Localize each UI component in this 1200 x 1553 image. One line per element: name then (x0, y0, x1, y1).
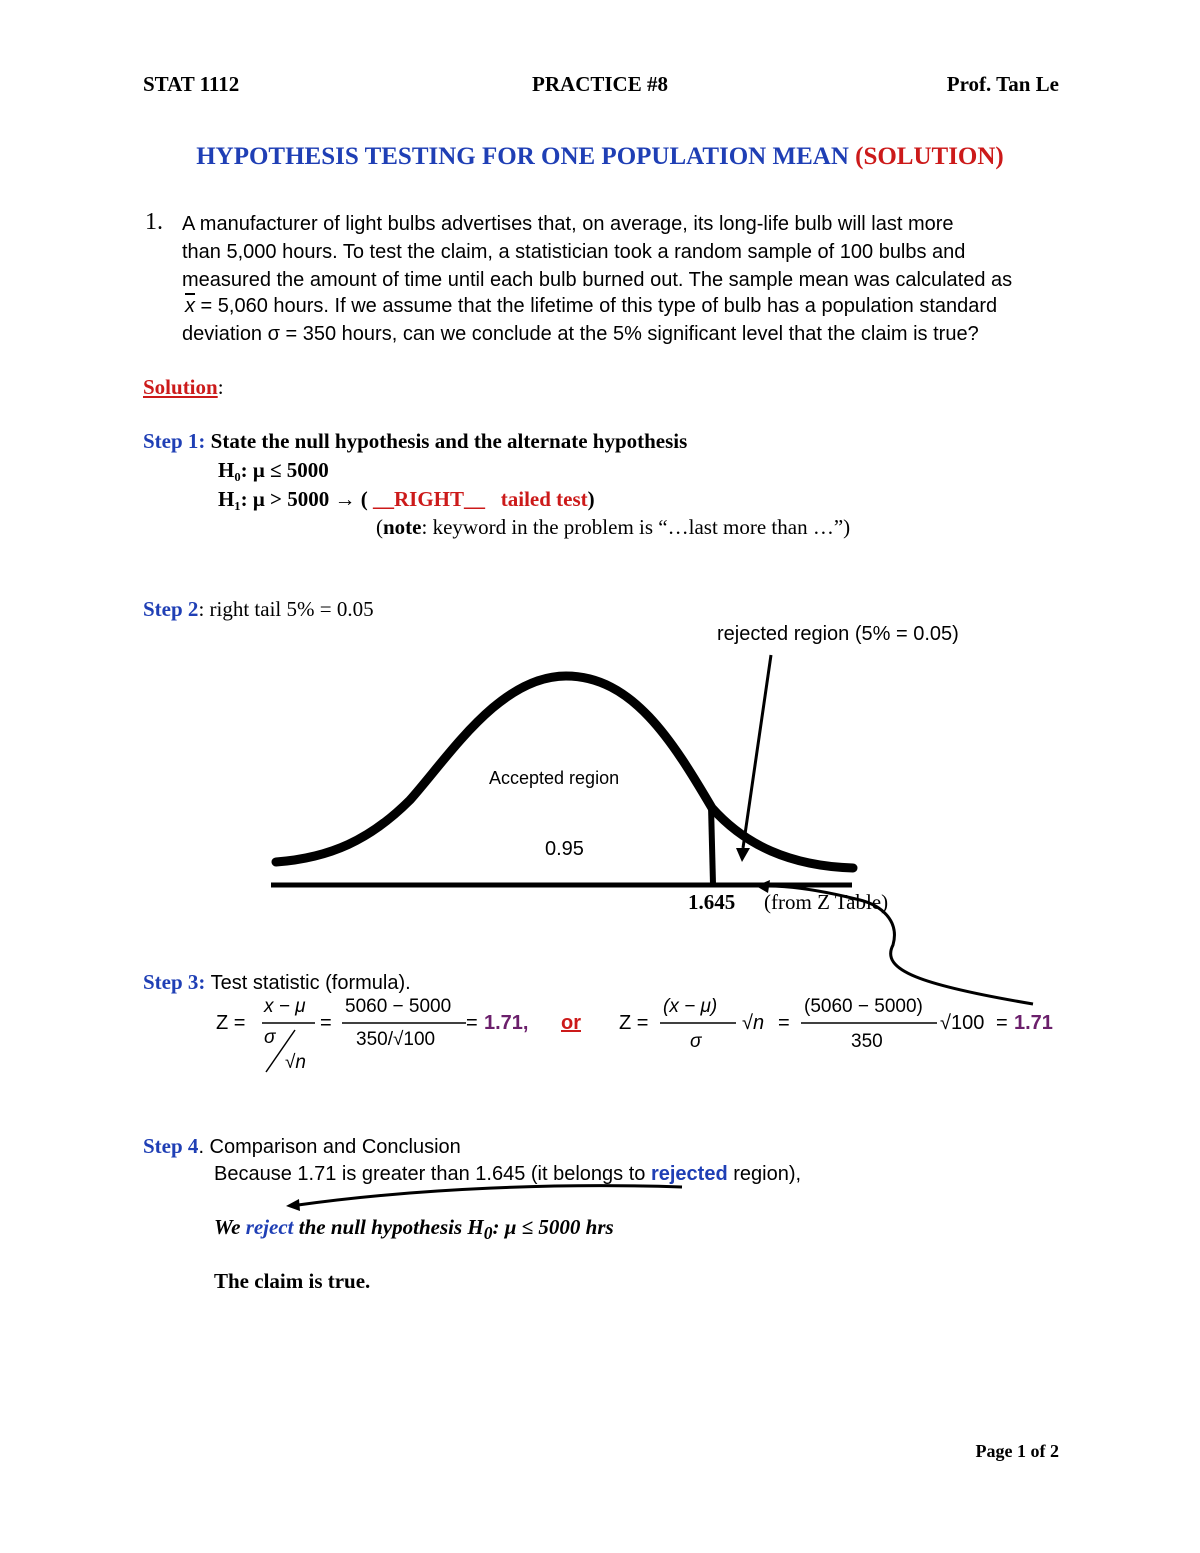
alternate-hypothesis: H₁: μ > 5000 → ( __RIGHT__ tailed test) (218, 487, 595, 511)
conclusion-text: The claim is true. (214, 1269, 371, 1293)
equals-3: = (778, 1012, 790, 1034)
critical-value-source: (from Z Table) (764, 890, 889, 914)
problem-line-3: measured the amount of time until each bulb burned out. The sample mean was calculated as (182, 269, 1013, 291)
accepted-region-label: Accepted region (489, 768, 620, 788)
title-main: HYPOTHESIS TESTING FOR ONE POPULATION MEAN (196, 143, 849, 170)
step4-arrow (298, 1186, 682, 1205)
step3-heading: Step 3: Test statistic (formula). (143, 970, 411, 994)
or-separator: or (561, 1012, 581, 1034)
critical-value: 1.645 (688, 890, 736, 914)
z-result-1: 1.71, (484, 1012, 529, 1034)
problem-line-2: than 5,000 hours. To test the claim, a statistician took a random sample of 100 bulbs and (182, 241, 966, 263)
accepted-probability: 0.95 (545, 838, 584, 860)
problem-number: 1. (145, 209, 163, 235)
formula-sqrt-n: √n (742, 1012, 765, 1034)
keyword-note: (note: keyword in the problem is “…last more than …”) (376, 515, 851, 539)
formula-numerator-3: (x − μ) (663, 996, 718, 1017)
equals-4: = (996, 1012, 1008, 1034)
step2-heading: Step 2: right tail 5% = 0.05 (143, 597, 374, 621)
formula-sqrt-100: √100 (940, 1012, 985, 1034)
step4-arrowhead (286, 1199, 300, 1211)
formula-denominator-2: 350/√100 (356, 1029, 436, 1050)
z-result-2: 1.71 (1014, 1012, 1053, 1034)
formula-numerator-4: (5060 − 5000) (804, 996, 923, 1017)
null-hypothesis: H₀: μ ≤ 5000 (218, 458, 329, 482)
z-label-1: Z = (216, 1012, 246, 1034)
problem-line-1: A manufacturer of light bulbs advertises that, on average, its long-life bulb will last more (182, 213, 954, 235)
solution-heading: Solution: (143, 375, 224, 399)
critical-line (711, 806, 713, 884)
header-professor: Prof. Tan Le (946, 72, 1059, 96)
step4-heading: Step 4. Comparison and Conclusion (143, 1134, 461, 1158)
tail-answer: __RIGHT__ (373, 487, 486, 511)
formula-numerator-2: 5060 − 5000 (345, 996, 452, 1017)
header-course: STAT 1112 (143, 72, 240, 96)
formula-denominator-4: 350 (851, 1031, 883, 1052)
title-solution: (SOLUTION) (855, 143, 1004, 170)
formula-sigma: σ (264, 1027, 276, 1048)
xbar-symbol: $\overline{x}$ (185, 295, 195, 317)
equals-2: = (466, 1012, 478, 1034)
rejected-arrow (743, 655, 771, 848)
header-practice: PRACTICE #8 (532, 72, 668, 96)
z-label-2: Z = (619, 1012, 649, 1034)
problem-line-5: deviation σ = 350 hours, can we conclude at the 5% significant level that the claim is true? (182, 323, 979, 345)
decision-text: We reject the null hypothesis $H_0$: μ ≤ 5000 hrs (214, 1215, 614, 1244)
formula-numerator-1: x − μ (264, 996, 306, 1017)
comparison-text: Because 1.71 is greater than 1.645 (it belongs to rejected region), (214, 1163, 802, 1185)
problem-line-4: $\overline{x} = 5,060$ hours. If we assume that the lifetime of this type of bulb has a population standard (185, 295, 998, 317)
formula-denominator-3: σ (690, 1031, 702, 1052)
rejected-arrowhead (736, 848, 750, 862)
step1-heading: Step 1: State the null hypothesis and the alternate hypothesis (143, 429, 688, 453)
rejected-region-label: rejected region (5% = 0.05) (717, 623, 959, 645)
page-number: Page 1 of 2 (975, 1441, 1059, 1461)
formula-root-n: √n (285, 1052, 306, 1073)
equals-1: = (320, 1012, 332, 1034)
